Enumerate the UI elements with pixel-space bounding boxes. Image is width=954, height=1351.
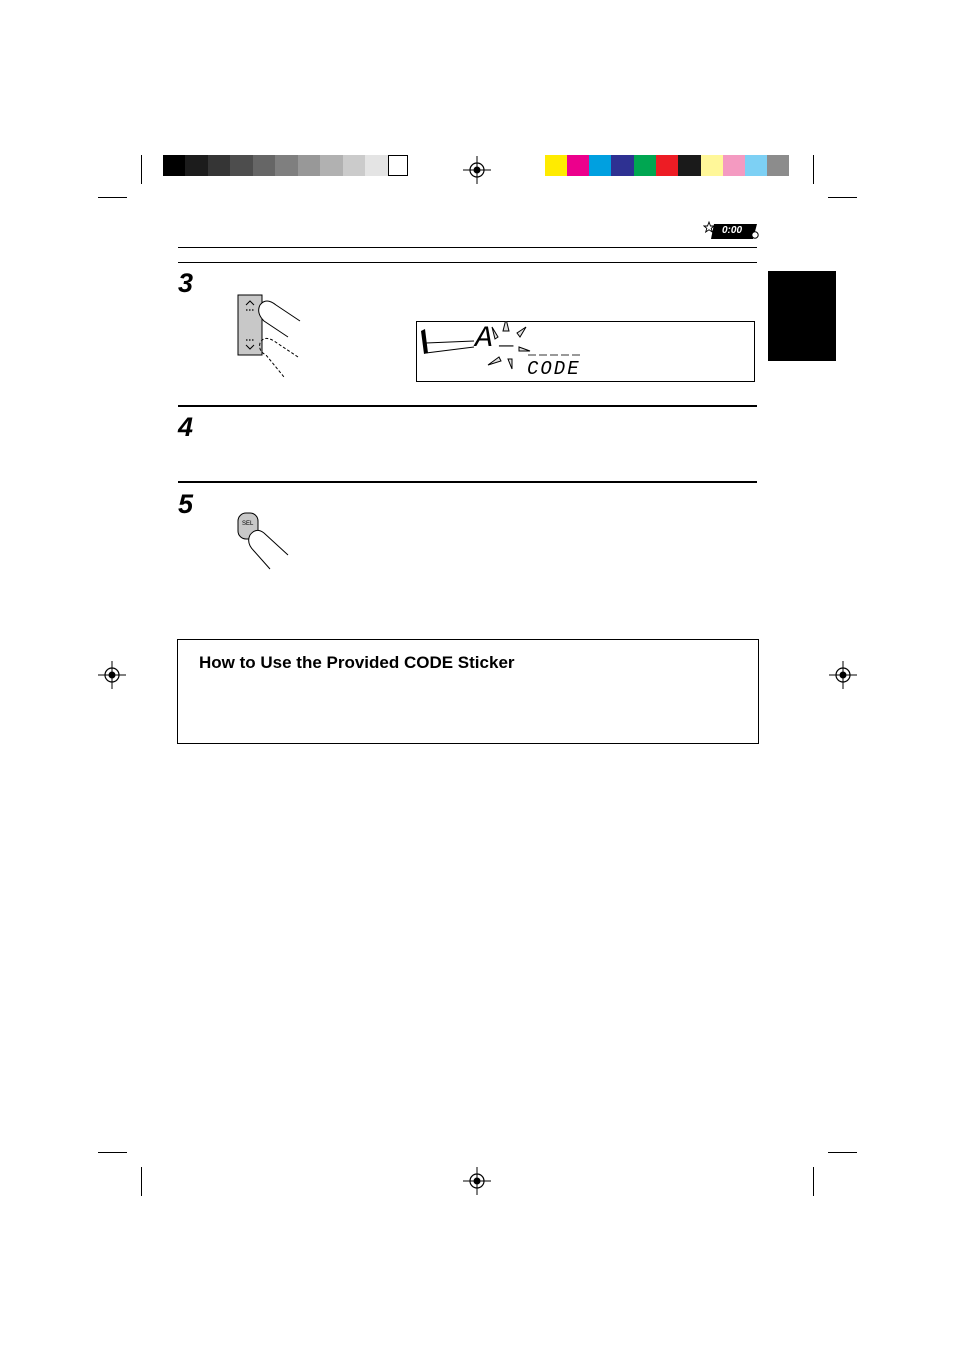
gray-swatch	[208, 155, 230, 176]
color-swatch	[767, 155, 789, 176]
clock-settings-icon	[703, 220, 761, 242]
crop-mark	[813, 155, 814, 184]
lcd-display	[416, 321, 755, 382]
up-down-button-illustration	[236, 293, 306, 383]
step-divider	[178, 481, 757, 483]
sticker-section-title: How to Use the Provided CODE Sticker	[199, 653, 515, 672]
crop-mark	[141, 1167, 142, 1196]
step-number: 4	[178, 412, 194, 442]
gray-swatch	[275, 155, 298, 176]
registration-mark-icon	[463, 156, 491, 184]
sel-button-illustration	[234, 507, 294, 573]
gray-swatch	[320, 155, 343, 176]
section-tab	[768, 271, 836, 361]
color-swatch	[634, 155, 656, 176]
step-divider	[178, 405, 757, 407]
gray-swatch	[230, 155, 253, 176]
gray-swatch	[365, 155, 388, 176]
gray-swatch	[163, 155, 185, 176]
crop-mark	[98, 197, 127, 198]
color-swatch	[678, 155, 701, 176]
color-swatch	[545, 155, 567, 176]
code-sticker-section	[177, 639, 759, 744]
header-rule	[178, 262, 757, 263]
crop-mark	[141, 155, 142, 184]
sel-button-label: SEL	[242, 521, 254, 527]
color-swatch	[656, 155, 678, 176]
color-swatch	[589, 155, 611, 176]
crop-mark	[813, 1167, 814, 1196]
registration-mark-icon	[463, 1167, 491, 1195]
gray-swatch	[388, 155, 408, 176]
gray-swatch	[253, 155, 275, 176]
color-swatch	[567, 155, 589, 176]
crop-mark	[828, 197, 857, 198]
color-swatch	[745, 155, 767, 176]
color-swatch	[611, 155, 634, 176]
header-rule	[178, 247, 757, 248]
crop-mark	[98, 1152, 127, 1153]
clock-display-text: 0:00	[722, 225, 743, 236]
step-number: 5	[178, 489, 194, 519]
crop-mark	[828, 1152, 857, 1153]
gray-swatch	[185, 155, 208, 176]
gray-swatch	[343, 155, 365, 176]
segment-cursor: _	[499, 325, 514, 352]
registration-mark-icon	[98, 661, 126, 689]
color-swatch	[701, 155, 723, 176]
segment-character: A	[475, 322, 494, 356]
gray-swatch	[298, 155, 320, 176]
step-number: 3	[178, 268, 194, 298]
registration-mark-icon	[829, 661, 857, 689]
color-swatch	[723, 155, 745, 176]
code-display-text: CODE	[527, 358, 581, 380]
